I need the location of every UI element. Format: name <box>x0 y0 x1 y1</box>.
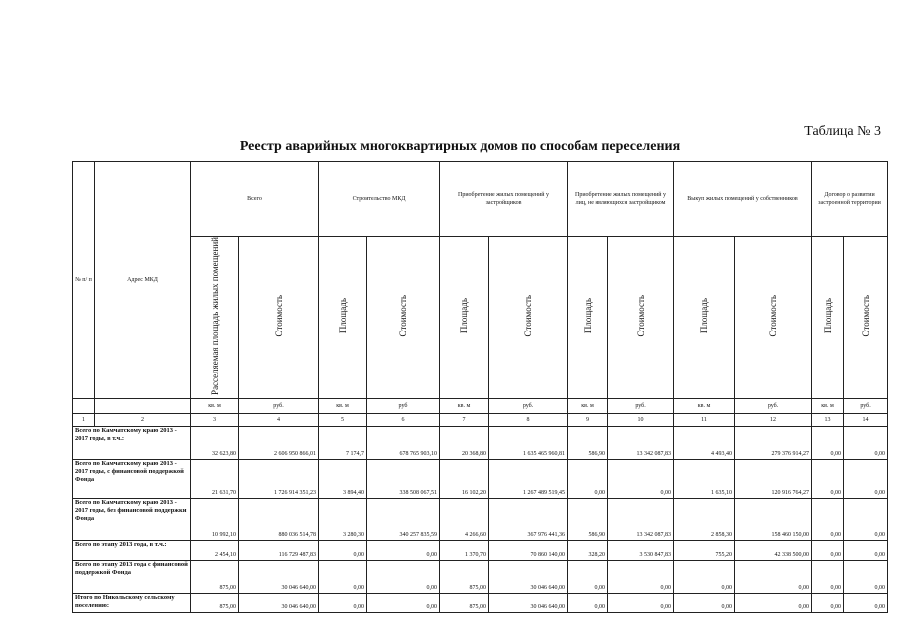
column-number: 9 <box>568 413 608 426</box>
table-row <box>73 459 888 498</box>
unit-cell: кв. м <box>674 398 735 413</box>
unit-cell: руб. <box>239 398 319 413</box>
column-number: 1 <box>73 413 95 426</box>
cell-value: 875,00 <box>440 593 489 612</box>
header-sub-cost: Стоимость <box>273 295 284 337</box>
units-row <box>73 398 888 413</box>
cell-value: 0,00 <box>844 426 888 459</box>
cell-value: 1 635,10 <box>674 459 735 498</box>
header-sub-cell <box>608 237 674 399</box>
header-num: № п/ п <box>73 162 95 399</box>
cell-value: 0,00 <box>812 459 844 498</box>
cell-value: 678 765 903,10 <box>367 426 440 459</box>
header-sub-cell <box>191 237 239 399</box>
cell-value: 0,00 <box>812 593 844 612</box>
column-number: 5 <box>319 413 367 426</box>
header-group-construction: Строительство МКД <box>319 162 440 237</box>
unit-cell: кв. м <box>812 398 844 413</box>
cell-value: 30 046 640,00 <box>489 560 568 593</box>
cell-value: 0,00 <box>844 459 888 498</box>
header-group-buyout: Выкуп жилых помещений у собственников <box>674 162 812 237</box>
header-sub-cell <box>440 237 489 399</box>
cell-value: 0,00 <box>812 560 844 593</box>
cell-value: 0,00 <box>812 540 844 560</box>
header-group-non-developers: Приобретение жилых помещений у лиц, не являющихся застройщиком <box>568 162 674 237</box>
cell-value: 0,00 <box>568 459 608 498</box>
cell-value: 0,00 <box>319 560 367 593</box>
row-label: Всего по этапу 2013 года, в т.ч.: <box>73 540 191 560</box>
column-number: 8 <box>489 413 568 426</box>
column-number: 10 <box>608 413 674 426</box>
unit-cell: кв. м <box>568 398 608 413</box>
cell-value: 0,00 <box>608 459 674 498</box>
document-title: Реестр аварийных многоквартирных домов по способам переселения <box>239 139 681 154</box>
cell-value: 1 267 489 519,45 <box>489 459 568 498</box>
cell-value: 0,00 <box>367 540 440 560</box>
unit-cell: кв. м <box>191 398 239 413</box>
unit-cell: руб <box>367 398 440 413</box>
cell-value: 875,00 <box>440 560 489 593</box>
cell-value: 586,90 <box>568 426 608 459</box>
column-number: 6 <box>367 413 440 426</box>
cell-value: 1 370,70 <box>440 540 489 560</box>
cell-value: 0,00 <box>844 593 888 612</box>
cell-value: 0,00 <box>608 593 674 612</box>
cell-value: 120 916 764,27 <box>735 459 812 498</box>
header-sub-area: Площадь <box>337 298 348 334</box>
cell-value: 30 046 640,00 <box>239 560 319 593</box>
row-label: Всего по Камчатскому краю 2013 - 2017 годы, в т.ч.: <box>73 426 191 459</box>
header-address: Адрес МКД <box>95 162 191 399</box>
table-row <box>73 560 888 593</box>
cell-value: 42 338 500,00 <box>735 540 812 560</box>
header-sub-area: Площадь <box>699 298 710 334</box>
column-number: 4 <box>239 413 319 426</box>
cell-value: 16 102,20 <box>440 459 489 498</box>
table-caption: Таблица № 3 <box>804 124 881 139</box>
header-group-territory: Договор о развитии застроенной территории <box>812 162 888 237</box>
cell-value: 875,00 <box>191 593 239 612</box>
column-number: 11 <box>674 413 735 426</box>
cell-value: 30 046 640,00 <box>489 593 568 612</box>
header-sub-cell <box>674 237 735 399</box>
cell-value: 10 992,10 <box>191 498 239 540</box>
cell-value: 21 631,70 <box>191 459 239 498</box>
cell-value: 0,00 <box>608 560 674 593</box>
header-sub-cost: Стоимость <box>860 295 871 337</box>
cell-value: 0,00 <box>844 540 888 560</box>
table-row <box>73 540 888 560</box>
cell-value: 0,00 <box>735 560 812 593</box>
cell-value: 755,20 <box>674 540 735 560</box>
column-number: 7 <box>440 413 489 426</box>
cell-value: 2 606 950 866,01 <box>239 426 319 459</box>
header-sub-area: Площадь <box>459 298 470 334</box>
cell-value: 875,00 <box>191 560 239 593</box>
header-sub-cost: Стоимость <box>398 295 408 337</box>
column-number: 14 <box>844 413 888 426</box>
registry-table <box>72 161 888 613</box>
cell-value: 4 493,40 <box>674 426 735 459</box>
cell-value: 0,00 <box>844 498 888 540</box>
cell-value: 7 174,7 <box>319 426 367 459</box>
unit-cell <box>73 398 95 413</box>
header-sub-cell <box>568 237 608 399</box>
cell-value: 3 894,40 <box>319 459 367 498</box>
cell-value: 0,00 <box>367 560 440 593</box>
cell-value: 0,00 <box>367 593 440 612</box>
cell-value: 1 726 914 351,23 <box>239 459 319 498</box>
column-number: 12 <box>735 413 812 426</box>
table-row <box>73 498 888 540</box>
cell-value: 2 858,30 <box>674 498 735 540</box>
cell-value: 3 280,30 <box>319 498 367 540</box>
column-number: 2 <box>95 413 191 426</box>
header-sub-cost: Стоимость <box>635 295 646 337</box>
cell-value: 338 508 067,51 <box>367 459 440 498</box>
cell-value: 4 266,60 <box>440 498 489 540</box>
cell-value: 13 342 087,83 <box>608 498 674 540</box>
unit-cell: руб. <box>608 398 674 413</box>
unit-cell: кв. м <box>440 398 489 413</box>
cell-value: 158 460 150,00 <box>735 498 812 540</box>
header-sub-area-resettled: Расселяемая площадь жилых помещений <box>209 237 220 395</box>
header-sub-cell <box>812 237 844 399</box>
cell-value: 0,00 <box>812 498 844 540</box>
cell-value: 1 635 465 960,81 <box>489 426 568 459</box>
cell-value: 116 729 487,83 <box>239 540 319 560</box>
cell-value: 0,00 <box>735 593 812 612</box>
header-sub-cell <box>239 237 319 399</box>
cell-value: 2 454,10 <box>191 540 239 560</box>
row-label: Итого по Никольскому сельскому поселению: <box>73 593 191 612</box>
header-sub-cell <box>367 237 440 399</box>
cell-value: 0,00 <box>319 540 367 560</box>
column-number: 13 <box>812 413 844 426</box>
cell-value: 0,00 <box>812 426 844 459</box>
cell-value: 30 046 640,00 <box>239 593 319 612</box>
cell-value: 340 257 835,59 <box>367 498 440 540</box>
table-row <box>73 593 888 612</box>
header-sub-cell <box>735 237 812 399</box>
cell-value: 13 342 087,83 <box>608 426 674 459</box>
header-sub-area: Площадь <box>582 298 593 334</box>
cell-value: 0,00 <box>674 560 735 593</box>
row-label: Всего по этапу 2013 года с финансовой поддержкой Фонда <box>73 560 191 593</box>
header-sub-cost: Стоимость <box>768 295 779 337</box>
unit-cell: руб. <box>844 398 888 413</box>
header-sub-cell <box>844 237 888 399</box>
cell-value: 0,00 <box>844 560 888 593</box>
header-sub-area: Площадь <box>822 298 833 334</box>
cell-value: 32 623,80 <box>191 426 239 459</box>
unit-cell <box>95 398 191 413</box>
header-group-developers: Приобретение жилых помещений у застройщиков <box>440 162 568 237</box>
cell-value: 0,00 <box>568 593 608 612</box>
header-sub-cost: Стоимость <box>523 295 534 337</box>
header-sub-cell <box>319 237 367 399</box>
column-numbers-row <box>73 413 888 426</box>
unit-cell: кв. м <box>319 398 367 413</box>
header-sub-cell <box>489 237 568 399</box>
row-label: Всего по Камчатскому краю 2013 - 2017 годы, с финансовой поддержкой Фонда <box>73 459 191 498</box>
unit-cell: руб. <box>735 398 812 413</box>
cell-value: 279 376 914,27 <box>735 426 812 459</box>
table-row <box>73 426 888 459</box>
unit-cell: руб. <box>489 398 568 413</box>
header-group-total: Всего <box>191 162 319 237</box>
cell-value: 20 368,80 <box>440 426 489 459</box>
cell-value: 0,00 <box>319 593 367 612</box>
cell-value: 3 530 847,83 <box>608 540 674 560</box>
cell-value: 367 976 441,36 <box>489 498 568 540</box>
cell-value: 586,90 <box>568 498 608 540</box>
column-number: 3 <box>191 413 239 426</box>
cell-value: 0,00 <box>674 593 735 612</box>
cell-value: 880 036 514,78 <box>239 498 319 540</box>
cell-value: 70 860 140,00 <box>489 540 568 560</box>
cell-value: 0,00 <box>568 560 608 593</box>
cell-value: 328,20 <box>568 540 608 560</box>
row-label: Всего по Камчатскому краю 2013 - 2017 годы, без финансовой поддержки Фонда <box>73 498 191 540</box>
